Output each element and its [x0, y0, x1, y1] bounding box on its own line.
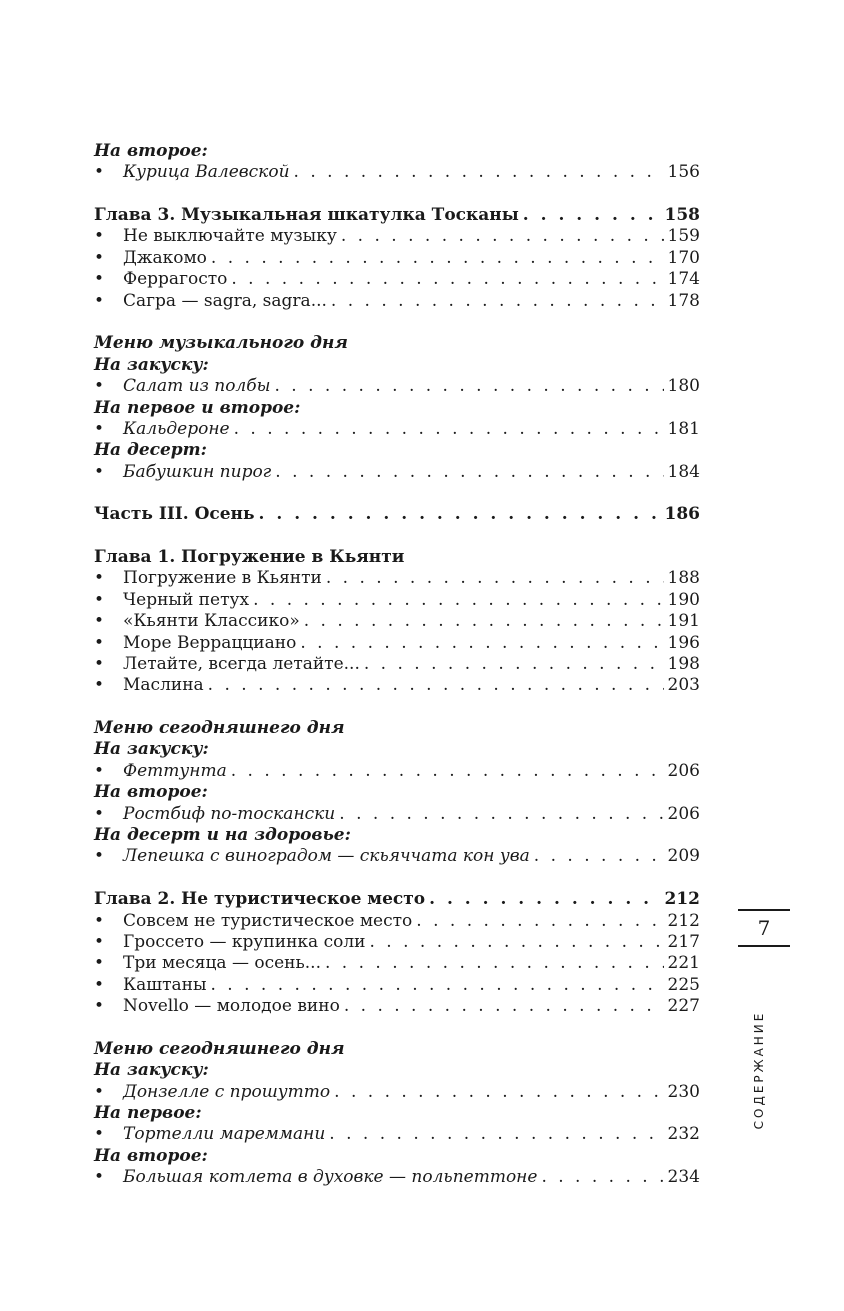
- toc-item: [94, 804, 700, 825]
- menu-heading-text: Меню музыкального дня: [94, 333, 348, 354]
- toc-entry-title: Сагра — sagra, sagra...: [123, 290, 327, 311]
- toc-item: [94, 996, 700, 1017]
- toc-entry-page: 196: [667, 632, 700, 653]
- spacer: [94, 526, 700, 547]
- menu-heading-text: На закуску:: [94, 1060, 209, 1081]
- bullet: •: [94, 162, 105, 183]
- bullet: •: [94, 290, 105, 311]
- spacer: [94, 312, 700, 333]
- toc-item: [94, 1167, 700, 1188]
- bullet: •: [94, 226, 105, 247]
- dot-leader: [231, 269, 663, 290]
- dot-leader: [364, 654, 664, 675]
- toc-entry-page: 234: [667, 1167, 700, 1188]
- toc-entry-page: 221: [667, 953, 700, 974]
- chapter-entry: [94, 547, 700, 568]
- toc-entry-title: Погружение в Кьянти: [123, 568, 322, 589]
- toc-entry-page: 206: [667, 803, 700, 824]
- toc-entry-title: Феррагосто: [123, 269, 228, 290]
- toc-entry-title: Глава 2. Не туристическое место: [94, 889, 426, 910]
- page-number-rule-bottom: [738, 945, 790, 947]
- bullet: •: [94, 1167, 105, 1188]
- toc-item: [94, 419, 700, 440]
- bullet: •: [94, 996, 105, 1017]
- menu-heading-text: На десерт:: [94, 440, 207, 461]
- menu-heading: [94, 782, 700, 803]
- toc-entry-page: 186: [664, 504, 700, 525]
- toc-entry-title: Совсем не туристическое место: [123, 910, 413, 931]
- toc-item: [94, 269, 700, 290]
- chapter-entry: [94, 889, 700, 910]
- toc-entry-title: Салат из полбы: [123, 376, 271, 397]
- dot-leader: [534, 846, 664, 867]
- bullet: •: [94, 1124, 105, 1145]
- menu-heading-text: На закуску:: [94, 354, 209, 375]
- dot-leader: [429, 889, 660, 910]
- toc-entry-page: 181: [667, 418, 700, 439]
- bullet: •: [94, 974, 105, 995]
- toc-item: [94, 675, 700, 696]
- bullet: •: [94, 931, 105, 952]
- toc-entry-page: 198: [667, 654, 700, 674]
- bullet: •: [94, 376, 105, 397]
- toc-item: [94, 975, 700, 996]
- toc-item: [94, 291, 700, 312]
- dot-leader: [274, 376, 663, 397]
- chapter-entry: [94, 205, 700, 226]
- toc-item: [94, 846, 700, 867]
- toc-entry-page: 156: [667, 162, 700, 183]
- toc-entry-page: 174: [667, 269, 700, 290]
- dot-leader: [339, 804, 663, 825]
- toc-item: [94, 761, 700, 782]
- toc-entry-title: Ростбиф по-тоскански: [123, 803, 336, 824]
- section-label-text: СОДЕРЖАНИЕ: [752, 1010, 766, 1130]
- toc-entry-title: Тортелли мареммани: [123, 1124, 326, 1145]
- toc-item: [94, 953, 700, 974]
- page-number: 7: [757, 916, 771, 940]
- toc-entry-page: 225: [667, 974, 700, 995]
- dot-leader: [523, 205, 661, 226]
- dot-leader: [331, 291, 664, 312]
- bullet: •: [94, 846, 105, 867]
- toc-item: [94, 248, 700, 269]
- bullet: •: [94, 461, 105, 482]
- spacer: [94, 868, 700, 889]
- toc-entry-title: Курица Валевской: [123, 162, 290, 183]
- toc-item: [94, 462, 700, 483]
- toc-entry-page: 191: [667, 611, 700, 632]
- bullet: •: [94, 654, 105, 674]
- toc-entry-title: Глава 3. Музыкальная шкатулка Тосканы: [94, 205, 519, 226]
- toc-entry-page: 217: [667, 931, 700, 952]
- chapter-entry: [94, 504, 700, 525]
- toc-entry-page: 159: [667, 226, 700, 247]
- dot-leader: [253, 590, 663, 611]
- dot-leader: [416, 911, 663, 932]
- menu-heading-text: На закуску:: [94, 739, 209, 760]
- spacer: [94, 697, 700, 718]
- toc-item: [94, 1082, 700, 1103]
- toc-entry-page: 212: [667, 910, 700, 931]
- toc-entry-title: Novello — молодое вино: [123, 996, 340, 1017]
- dot-leader: [326, 568, 664, 589]
- toc-item: [94, 162, 700, 183]
- dot-leader: [329, 1124, 663, 1145]
- toc-entry-page: 190: [667, 589, 700, 610]
- toc-item: [94, 611, 700, 632]
- spacer: [94, 184, 700, 205]
- toc-entry-title: Донзелле с прошутто: [123, 1081, 331, 1102]
- menu-heading-text: На второе:: [94, 782, 208, 803]
- menu-heading-text: На второе:: [94, 141, 208, 161]
- toc-item: [94, 568, 700, 589]
- toc-entry-title: Лепешка с виноградом — скьяччата кон ува: [123, 846, 530, 867]
- toc-entry-page: 188: [667, 568, 700, 589]
- dot-leader: [325, 953, 664, 974]
- bullet: •: [94, 675, 105, 696]
- dot-leader: [211, 975, 664, 996]
- menu-heading: [94, 333, 700, 354]
- menu-heading: [94, 440, 700, 461]
- toc-entry-title: Каштаны: [123, 974, 207, 995]
- menu-heading-text: На первое:: [94, 1102, 202, 1123]
- bullet: •: [94, 568, 105, 589]
- menu-heading: [94, 398, 700, 419]
- section-label: [744, 1000, 774, 1140]
- toc-entry-page: 209: [667, 846, 700, 867]
- menu-heading: [94, 1039, 700, 1060]
- dot-leader: [344, 996, 664, 1017]
- toc-item: [94, 376, 700, 397]
- dot-leader: [341, 226, 664, 247]
- menu-heading: [94, 739, 700, 760]
- toc-item: [94, 226, 700, 247]
- bullet: •: [94, 953, 105, 974]
- toc-item: [94, 633, 700, 654]
- toc-entry-title: Феттунта: [123, 760, 227, 781]
- menu-heading: [94, 141, 700, 162]
- toc-entry-page: 184: [667, 461, 700, 482]
- toc-entry-title: Летайте, всегда летайте...: [123, 654, 360, 674]
- toc-entry-title: «Кьянти Классико»: [123, 611, 300, 632]
- menu-heading: [94, 1103, 700, 1124]
- toc-entry-title: Три месяца — осень...: [123, 953, 321, 974]
- toc-entry-page: 227: [667, 996, 700, 1017]
- toc-entry-page: 232: [667, 1124, 700, 1145]
- toc-entry-title: Глава 1. Погружение в Кьянти: [94, 547, 405, 568]
- toc-entry-title: Маслина: [123, 675, 204, 696]
- toc-entry-title: Черный петух: [123, 589, 250, 610]
- toc-entry-title: Не выключайте музыку: [123, 226, 337, 247]
- toc-entry-page: 180: [667, 376, 700, 397]
- menu-heading-text: Меню сегодняшнего дня: [94, 718, 345, 739]
- dot-leader: [259, 504, 661, 525]
- toc-item: [94, 932, 700, 953]
- toc-entry-page: 178: [667, 290, 700, 311]
- bullet: •: [94, 760, 105, 781]
- dot-leader: [541, 1167, 663, 1188]
- page-number-box: [738, 909, 790, 947]
- toc-item: [94, 1124, 700, 1145]
- dot-leader: [208, 675, 664, 696]
- bullet: •: [94, 910, 105, 931]
- menu-heading-text: На десерт и на здоровье:: [94, 825, 351, 846]
- menu-heading-text: На первое и второе:: [94, 397, 301, 418]
- menu-heading: [94, 355, 700, 376]
- menu-heading: [94, 1146, 700, 1167]
- menu-heading: [94, 1060, 700, 1081]
- bullet: •: [94, 632, 105, 653]
- toc-entry-title: Море Веррацциано: [123, 632, 297, 653]
- toc-entry-page: 230: [667, 1081, 700, 1102]
- bullet: •: [94, 589, 105, 610]
- dot-leader: [211, 248, 664, 269]
- bullet: •: [94, 611, 105, 632]
- toc-item: [94, 590, 700, 611]
- toc-entry-page: 170: [667, 247, 700, 268]
- toc-entry-page: 212: [664, 889, 700, 910]
- dot-leader: [231, 761, 664, 782]
- dot-leader: [234, 419, 664, 440]
- bullet: •: [94, 1081, 105, 1102]
- spacer: [94, 483, 700, 504]
- toc-entry-title: Часть III. Осень: [94, 504, 255, 525]
- toc-entry-page: 158: [664, 205, 700, 226]
- dot-leader: [334, 1082, 663, 1103]
- toc-entry-title: Кальдероне: [123, 418, 230, 439]
- toc-entry-page: 206: [667, 760, 700, 781]
- toc-item: [94, 911, 700, 932]
- toc-entry-title: Бабушкин пирог: [123, 461, 272, 482]
- dot-leader: [294, 162, 664, 183]
- bullet: •: [94, 418, 105, 439]
- toc-entry-title: Гроссето — крупинка соли: [123, 931, 366, 952]
- toc-entry-page: 203: [667, 675, 700, 696]
- bullet: •: [94, 269, 105, 290]
- menu-heading: [94, 825, 700, 846]
- menu-heading: [94, 718, 700, 739]
- toc-item: [94, 654, 700, 675]
- bullet: •: [94, 247, 105, 268]
- toc-entry-title: Большая котлета в духовке — польпеттоне: [123, 1167, 538, 1188]
- toc-entry-title: Джакомо: [123, 247, 207, 268]
- bullet: •: [94, 803, 105, 824]
- dot-leader: [304, 611, 664, 632]
- spacer: [94, 1017, 700, 1038]
- dot-leader: [369, 932, 663, 953]
- menu-heading-text: Меню сегодняшнего дня: [94, 1038, 345, 1059]
- dot-leader: [300, 633, 663, 654]
- dot-leader: [275, 462, 663, 483]
- table-of-contents: [94, 141, 700, 1188]
- menu-heading-text: На второе:: [94, 1145, 208, 1166]
